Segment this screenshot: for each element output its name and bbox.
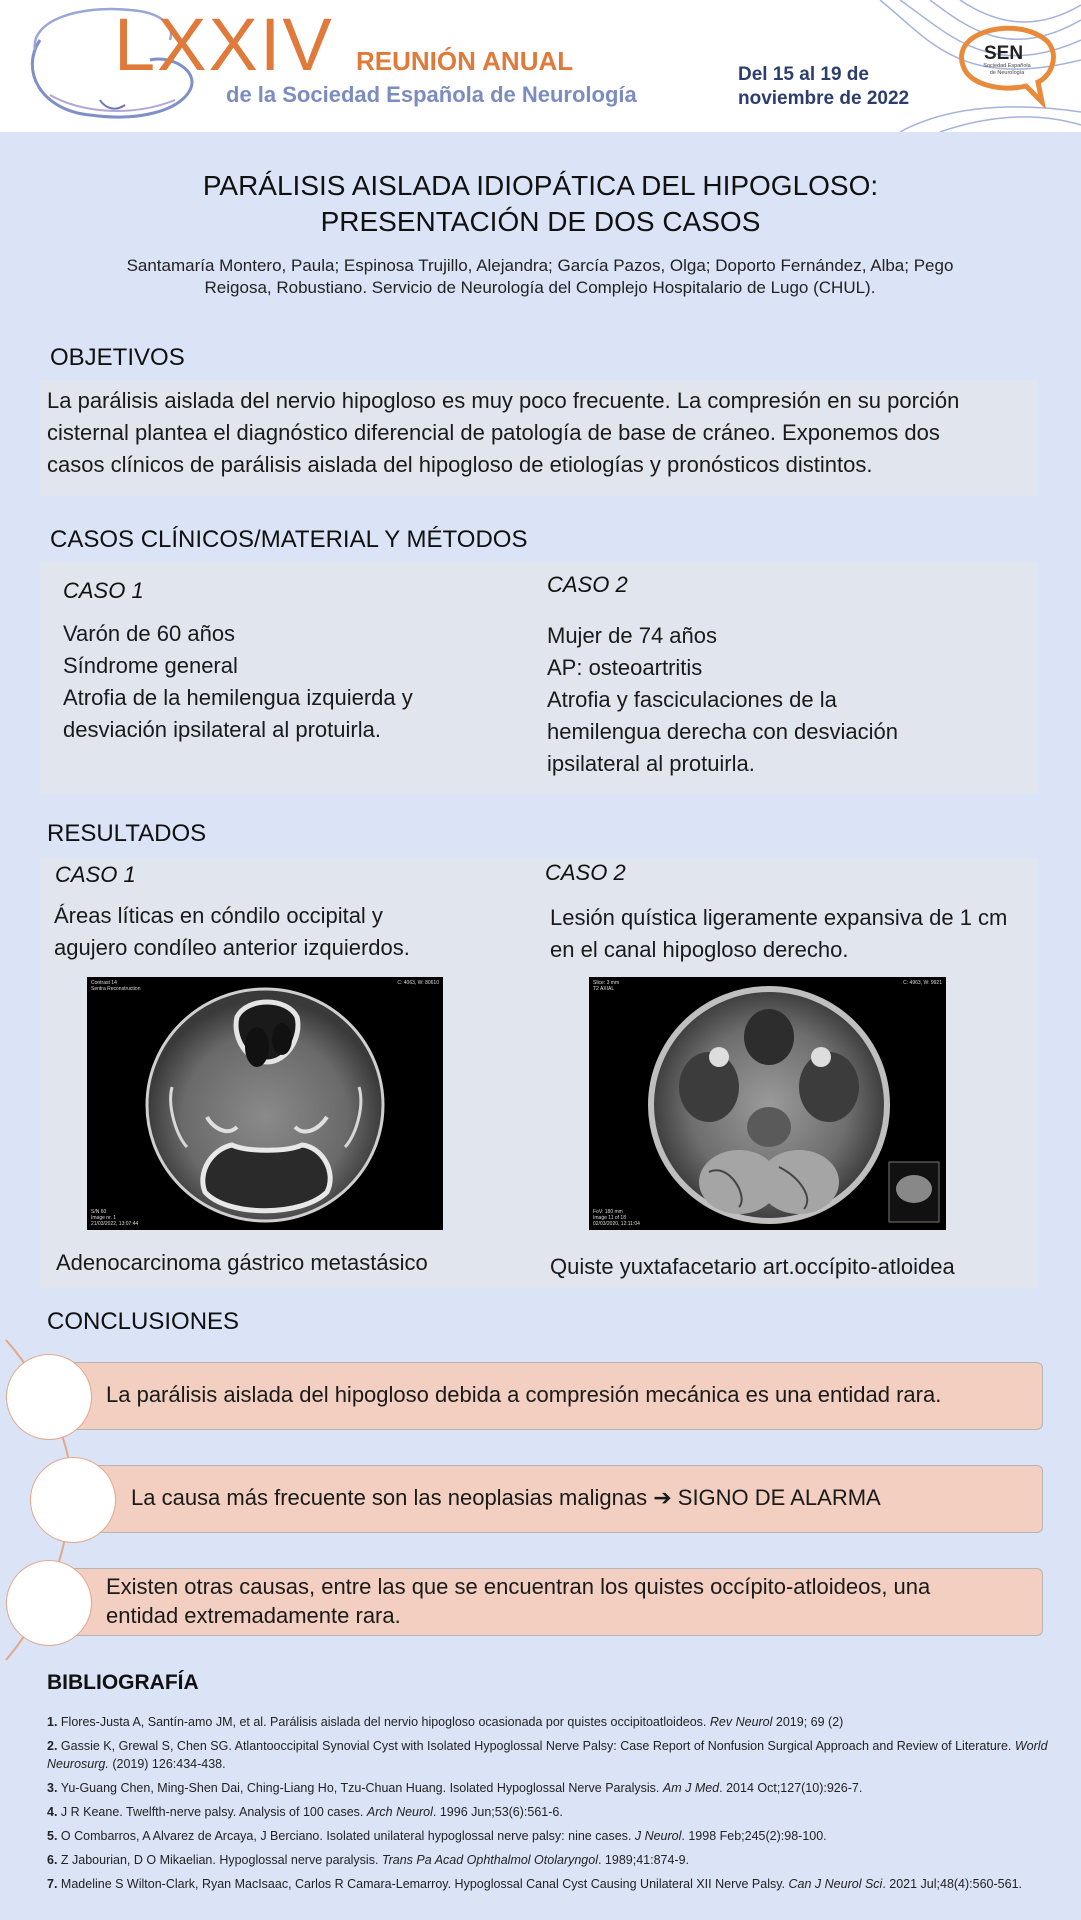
- caso2-line: hemilengua derecha con desviación: [547, 719, 899, 744]
- conclusion-text-2: [131, 1483, 1031, 1512]
- ct1-top-left-label: [91, 980, 140, 992]
- mri-window: C: 4963, W: 9921: [903, 980, 942, 986]
- title-line-2: PRESENTACIÓN DE DOS CASOS: [320, 206, 761, 237]
- authors-line-1: Santamaría Montero, Paula; Espinosa Trujillo, Alejandra; García Pazos, Olga; Doporto Fernández, Alba; Pego: [126, 256, 954, 275]
- reference-text: Yu-Guang Chen, Ming-Shen Dai, Ching-Liang Ho, Tzu-Chuan Huang. Isolated Hypoglossal Nerve Paralysis.: [60, 1781, 660, 1795]
- caso2-description: [547, 620, 987, 780]
- organizer-name: de la Sociedad Española de Neurología: [226, 82, 637, 107]
- conclusion-text-2-main: La causa más frecuente son las neoplasias malignas: [131, 1485, 648, 1510]
- res-caso1-description: [54, 900, 494, 964]
- mri-bottom-left-label: [593, 1209, 640, 1227]
- mri-brain-graphic: [589, 977, 946, 1230]
- res-caso2-label: CASO 2: [545, 860, 626, 885]
- mri-top-left-label: [593, 980, 619, 992]
- sen-logo-subtext: Sociedad Española de Neurología: [983, 63, 1031, 76]
- casos-heading: CASOS CLÍNICOS/MATERIAL Y MÉTODOS: [50, 526, 528, 553]
- ct1-window: C: 4063, W: 80610: [397, 980, 439, 986]
- mri-date: 02/03/2020, 12:11:04: [593, 1221, 640, 1227]
- reference-citation: . 1998 Feb;245(2):98-100.: [681, 1829, 827, 1843]
- reference-text: J R Keane. Twelfth-nerve palsy. Analysis of 100 cases.: [60, 1805, 364, 1819]
- reference-item: [47, 1779, 1077, 1797]
- caso1-line: Varón de 60 años: [63, 621, 236, 646]
- reference-journal: Rev Neurol: [709, 1715, 773, 1729]
- ct-scan-caso1-image: [87, 977, 443, 1230]
- edition-numeral: LXXIV: [114, 3, 334, 86]
- reference-citation: (2019) 126:434-438.: [112, 1757, 226, 1771]
- caso1-line: Síndrome general: [63, 653, 238, 678]
- conclusion-bullet-circle: [6, 1560, 92, 1646]
- reference-number: 4.: [47, 1805, 58, 1819]
- conclusiones-heading: CONCLUSIONES: [47, 1308, 240, 1335]
- reference-journal: Can J Neurol Sci: [788, 1877, 883, 1891]
- objetivos-text: [47, 385, 1037, 481]
- ct1-date: 21/03/2022, 13:07:44: [91, 1221, 139, 1227]
- resultados-heading: RESULTADOS: [47, 820, 207, 847]
- caso2-line: AP: osteoartritis: [547, 655, 703, 680]
- res-caso2-description: [550, 902, 1040, 966]
- ct1-series: Contrast 14: [91, 980, 117, 986]
- reference-journal: Arch Neurol: [366, 1805, 433, 1819]
- mri-fov: FoV: 180 mm: [593, 1209, 623, 1215]
- dates-line-2: noviembre de 2022: [738, 88, 910, 109]
- ct-skull-graphic: [87, 977, 443, 1230]
- reference-number: 2.: [47, 1739, 58, 1753]
- res-caso2-caption: Quiste yuxtafacetario art.occípito-atloidea: [550, 1254, 955, 1279]
- objetivos-line: La parálisis aislada del nervio hipogloso es muy poco frecuente. La compresión en su porción: [47, 388, 960, 413]
- reference-item: [47, 1875, 1077, 1893]
- event-name: REUNIÓN ANUAL: [356, 46, 574, 76]
- objetivos-heading: OBJETIVOS: [50, 344, 185, 371]
- reference-journal: J Neurol: [634, 1829, 682, 1843]
- ct1-sn: S/N 60: [91, 1209, 107, 1215]
- caso1-line: Atrofia de la hemilengua izquierda y: [63, 685, 413, 710]
- conclusion-text-3: [106, 1572, 1036, 1630]
- title-line-1: PARÁLISIS AISLADA IDIOPÁTICA DEL HIPOGLOSO:: [202, 170, 879, 201]
- reference-text: Z Jabourian, D O Mikaelian. Hypoglossal nerve paralysis.: [60, 1853, 379, 1867]
- bibliografia-heading: BIBLIOGRAFÍA: [47, 1671, 199, 1694]
- reference-number: 1.: [47, 1715, 58, 1729]
- reference-citation: . 1989;41:874-9.: [597, 1853, 690, 1867]
- reference-text: Madeline S Wilton-Clark, Ryan MacIsaac, Carlos R Camara-Lemarroy. Hypoglossal Canal Cyst Causing Unilateral XII Nerve Palsy.: [60, 1877, 786, 1891]
- mri-image-nr: Image 11 of 18: [593, 1215, 626, 1221]
- res-caso1-line: agujero condíleo anterior izquierdos.: [54, 935, 410, 960]
- reference-citation: 2019; 69 (2): [775, 1715, 844, 1729]
- header-banner: [0, 0, 1081, 132]
- ct1-image-nr: Image nr. 1: [91, 1215, 117, 1221]
- authors-line-2: Reigosa, Robustiano. Servicio de Neurología del Complejo Hospitalario de Lugo (CHUL).: [204, 278, 876, 297]
- ct1-recon: Sentra Reconstruction: [91, 986, 141, 992]
- caso1-description: [63, 618, 503, 746]
- res-caso2-line: en el canal hipogloso derecho.: [550, 937, 849, 962]
- mri-scan-caso2-image: [589, 977, 946, 1230]
- reference-number: 6.: [47, 1853, 58, 1867]
- reference-number: 5.: [47, 1829, 58, 1843]
- reference-item: [47, 1827, 1077, 1845]
- reference-item: [47, 1713, 1077, 1731]
- res-caso1-line: Áreas líticas en cóndilo occipital y: [54, 903, 383, 928]
- sen-logo-acronym: SEN: [984, 43, 1024, 64]
- reference-text: O Combarros, A Alvarez de Arcaya, J Berciano. Isolated unilateral hypoglossal nerve palsy: nine cases.: [60, 1829, 632, 1843]
- poster-title: [0, 168, 1081, 240]
- reference-text: Gassie K, Grewal S, Chen SG. Atlantooccipital Synovial Cyst with Isolated Hypoglossal Nerve Palsy: Case Report of Nonfusion Surgical Approach and Review of Literature.: [60, 1739, 1012, 1753]
- alarm-sign-text: SIGNO DE ALARMA: [677, 1485, 881, 1510]
- res-caso2-line: Lesión quística ligeramente expansiva de 1 cm: [550, 905, 1008, 930]
- reference-journal: World Neurosurg.: [47, 1739, 1048, 1771]
- dates-line-1: Del 15 al 19 de: [738, 64, 869, 85]
- ct1-bottom-left-label: [91, 1209, 138, 1227]
- caso2-line: Mujer de 74 años: [547, 623, 717, 648]
- reference-number: 3.: [47, 1781, 58, 1795]
- caso2-line: Atrofia y fasciculaciones de la: [547, 687, 837, 712]
- reference-journal: Trans Pa Acad Ophthalmol Otolaryngol: [381, 1853, 598, 1867]
- caso1-label: CASO 1: [63, 578, 144, 603]
- res-caso1-caption: Adenocarcinoma gástrico metastásico: [56, 1250, 428, 1275]
- conclusion-text-1: La parálisis aislada del hipogloso debida a compresión mecánica es una entidad rara.: [106, 1382, 942, 1407]
- mri-slice: Slice: 3 mm: [593, 980, 620, 986]
- caso2-label: CASO 2: [547, 572, 628, 597]
- objetivos-line: casos clínicos de parálisis aislada del hipogloso de etiologías y pronósticos distintos.: [47, 452, 873, 477]
- reference-journal: Am J Med: [662, 1781, 720, 1795]
- objetivos-line: cisternal plantea el diagnóstico diferencial de patología de base de cráneo. Exponemos dos: [47, 420, 940, 445]
- mri-sequence: T2 AXIAL: [593, 986, 615, 992]
- reference-text: Flores-Justa A, Santín-amo JM, et al. Parálisis aislada del nervio hipogloso ocasionada por quistes occipitoatloideos.: [60, 1715, 707, 1729]
- arrow-icon: ➔: [653, 1485, 672, 1510]
- caso2-line: ipsilateral al protuirla.: [547, 751, 755, 776]
- reference-item: [47, 1851, 1077, 1869]
- res-caso1-label: CASO 1: [55, 862, 136, 887]
- caso1-line: desviación ipsilateral al protuirla.: [63, 717, 381, 742]
- conclusion-bullet-circle: [6, 1354, 92, 1440]
- reference-item: [47, 1737, 1077, 1773]
- reference-citation: . 2021 Jul;48(4):560-561.: [882, 1877, 1022, 1891]
- conclusion-text-3-line: entidad extremadamente rara.: [106, 1603, 401, 1628]
- conclusion-bullet-circle: [30, 1457, 116, 1543]
- reference-number: 7.: [47, 1877, 58, 1891]
- reference-citation: . 1996 Jun;53(6):561-6.: [432, 1805, 563, 1819]
- conclusion-text-3-line: Existen otras causas, entre las que se encuentran los quistes occípito-atloideos, una: [106, 1574, 931, 1599]
- reference-citation: . 2014 Oct;127(10):926-7.: [719, 1781, 863, 1795]
- authors: [60, 255, 1020, 299]
- event-dates: [738, 63, 909, 111]
- reference-item: [47, 1803, 1077, 1821]
